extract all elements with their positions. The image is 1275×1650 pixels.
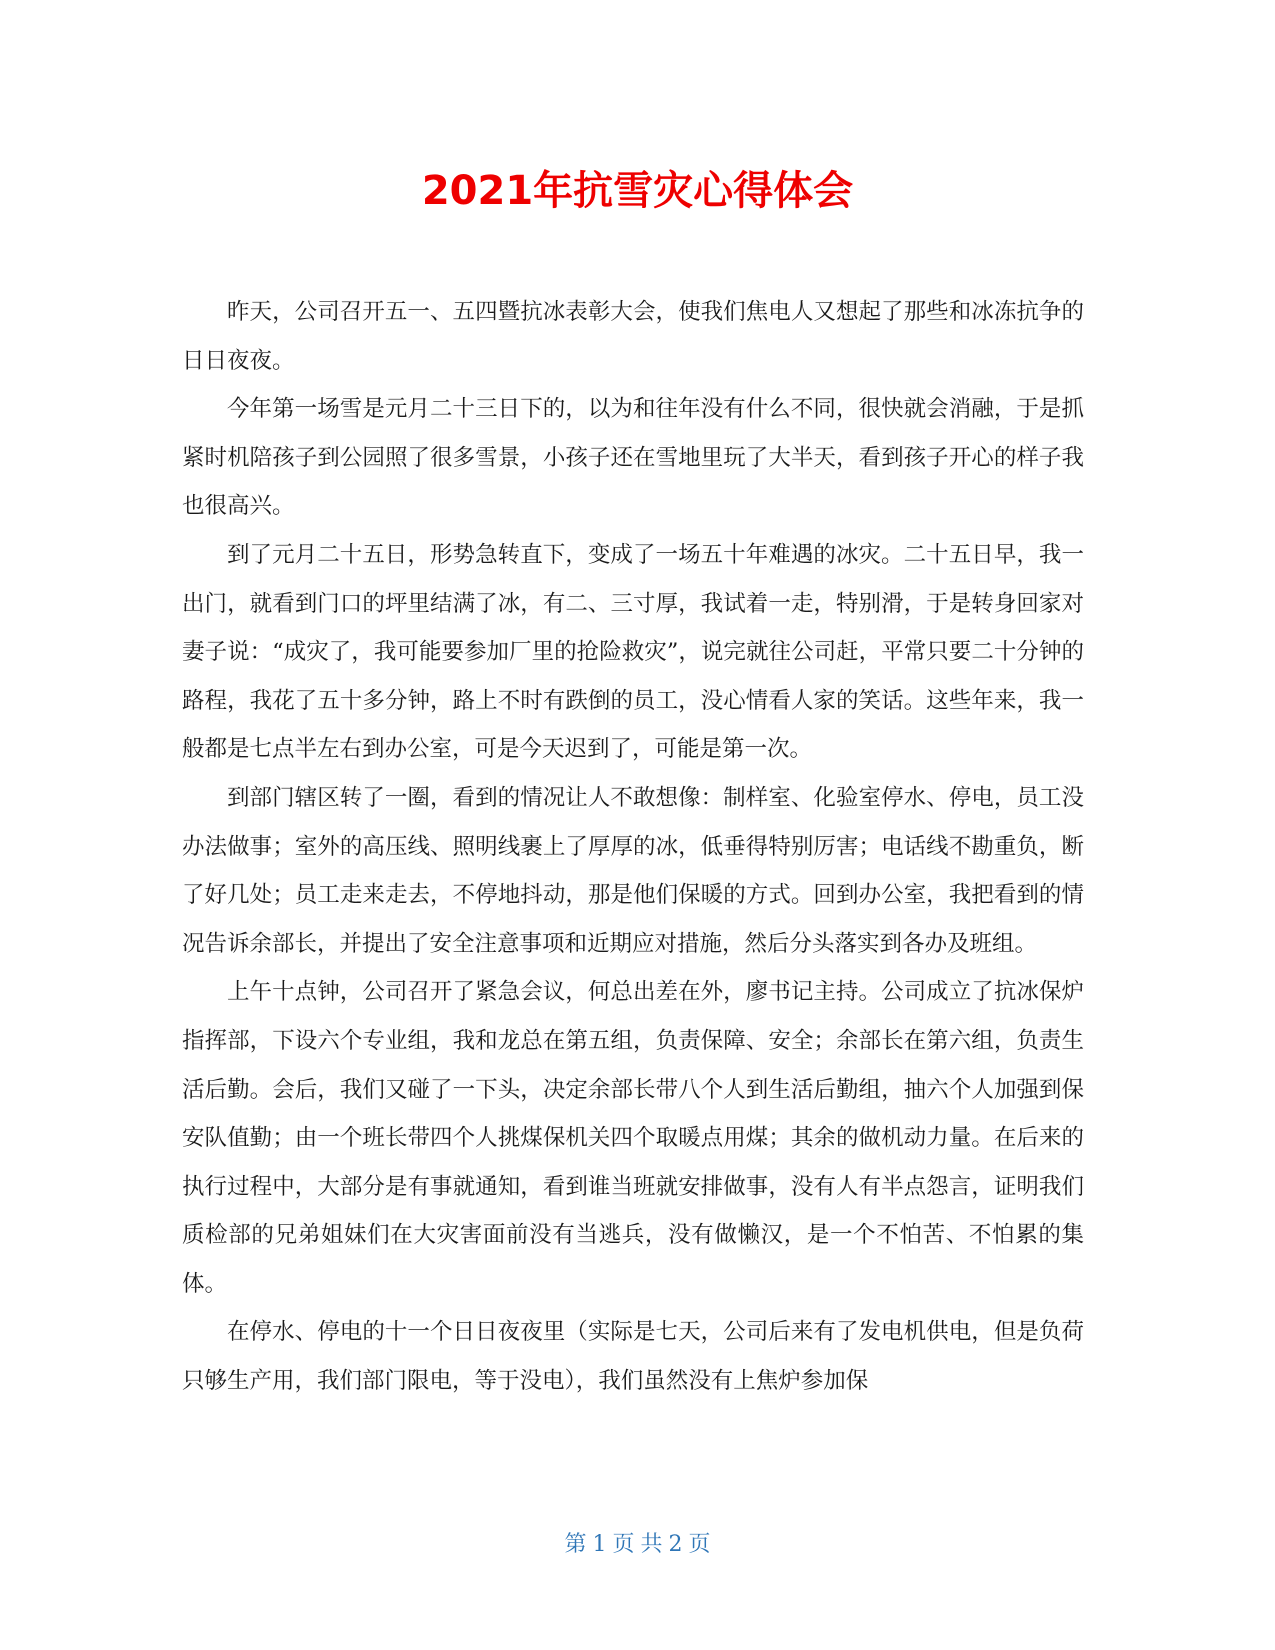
footer-page-unit: 页 (612, 1532, 635, 1557)
footer-current-page: 1 (592, 1532, 607, 1557)
paragraph: 上午十点钟，公司召开了紧急会议，何总出差在外，廖书记主持。公司成立了抗冰保炉指挥部，下设六个专业组，我和龙总在第五组，负责保障、安全；余部长在第六组，负责生活后勤。会后，我们又碰了一下头，决定余部长带八个人到生活后勤组，抽六个人加强到保安队值勤；由一个班长带四个人挑煤保机关四个取暖点用煤；其余的做机动力量。在后来的执行过程中，大部分是有事就通知，看到谁当班就安排做事，没有人有半点怨言，证明我们质检部的兄弟姐妹们在大灾害面前没有当逃兵，没有做懒汉，是一个不怕苦、不怕累的集体。 (182, 979, 1084, 1297)
paragraph: 今年第一场雪是元月二十三日下的，以为和往年没有什么不同，很快就会消融，于是抓紧时机陪孩子到公园照了很多雪景，小孩子还在雪地里玩了大半天，看到孩子开心的样子我也很高兴。 (182, 396, 1084, 520)
paragraph: 到了元月二十五日，形势急转直下，变成了一场五十年难遇的冰灾。二十五日早，我一出门，就看到门口的坪里结满了冰，有二、三寸厚，我试着一走，特别滑，于是转身回家对妻子说：“成灾了，我可能要参加厂里的抢险救灾”，说完就往公司赶，平常只要二十分钟的路程，我花了五十多分钟，路上不时有跌倒的员工，没心情看人家的笑话。这些年来，我一般都是七点半左右到办公室，可是今天迟到了，可能是第一次。 (182, 541, 1084, 763)
document-body (182, 288, 1084, 1406)
footer-page-label: 第 (564, 1532, 587, 1557)
footer-total-unit: 页 (688, 1532, 711, 1557)
page-footer (0, 1530, 1275, 1560)
document-title: 2021年抗雪灾心得体会 (421, 168, 854, 214)
footer-total-label: 共 (640, 1532, 663, 1557)
paragraph: 昨天，公司召开五一、五四暨抗冰表彰大会，使我们焦电人又想起了那些和冰冻抗争的日日夜夜。 (182, 299, 1084, 374)
footer-total-pages: 2 (668, 1532, 683, 1557)
paragraph: 在停水、停电的十一个日日夜夜里（实际是七天，公司后来有了发电机供电，但是负荷只够生产用，我们部门限电，等于没电），我们虽然没有上焦炉参加保 (182, 1319, 1084, 1395)
paragraph: 到部门辖区转了一圈，看到的情况让人不敢想像：制样室、化验室停水、停电，员工没办法做事；室外的高压线、照明线裹上了厚厚的冰，低垂得特别厉害；电话线不勘重负，断了好几处；员工走来走去，不停地抖动，那是他们保暖的方式。回到办公室，我把看到的情况告诉余部长，并提出了安全注意事项和近期应对措施，然后分头落实到各办及班组。 (182, 784, 1084, 957)
